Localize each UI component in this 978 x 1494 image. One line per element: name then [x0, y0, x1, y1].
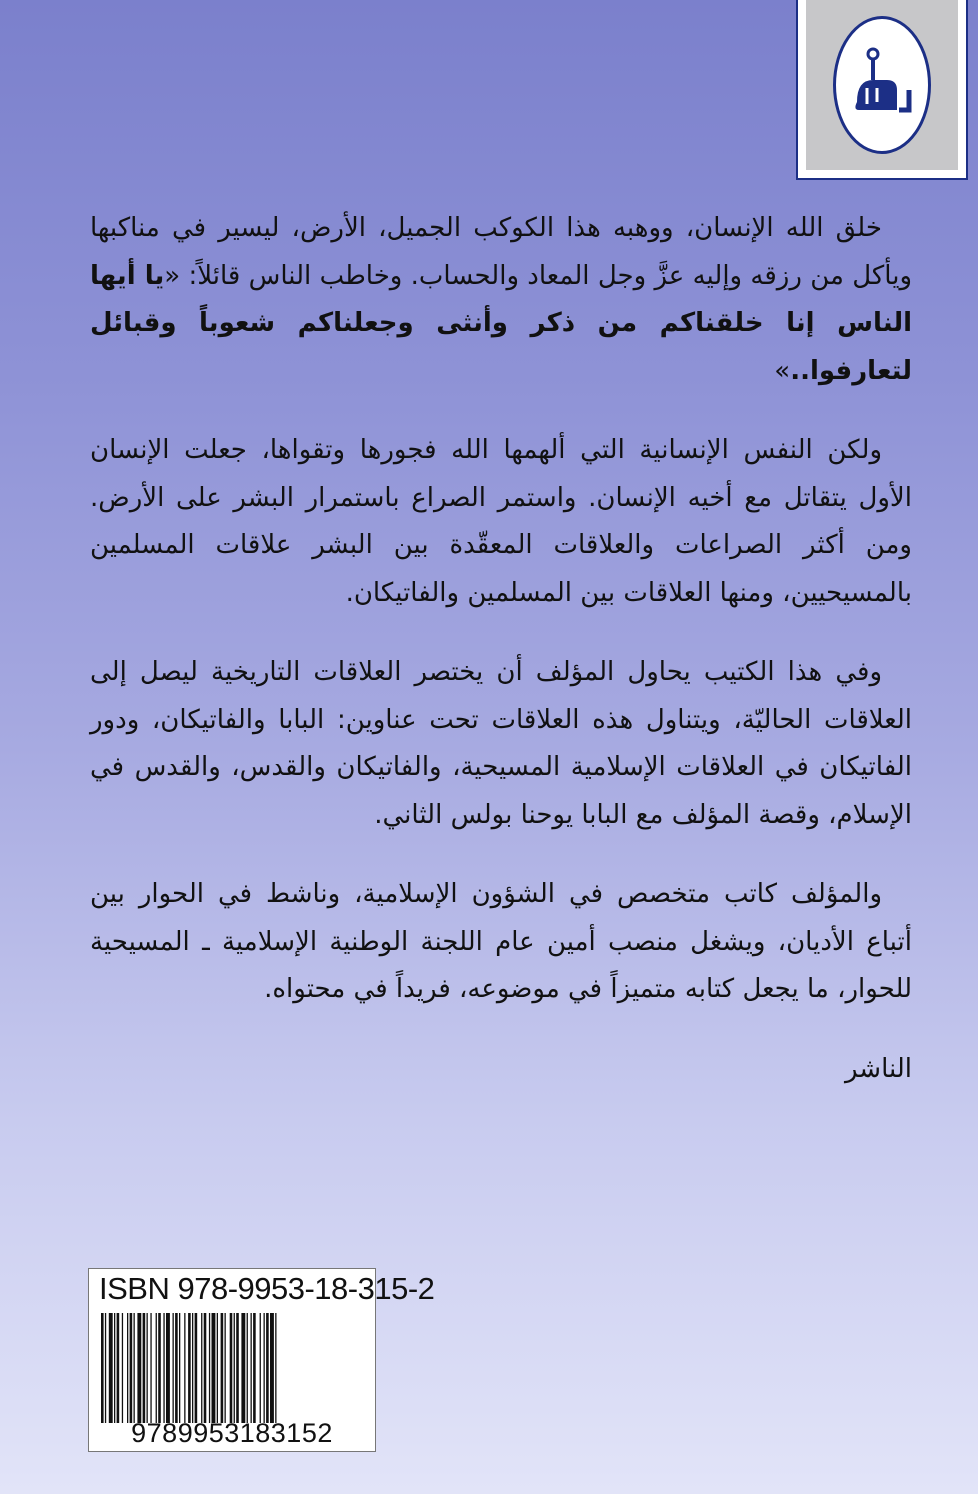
barcode-bar — [225, 1313, 226, 1423]
barcode-bar — [201, 1313, 202, 1423]
publisher-logo — [796, 0, 968, 180]
barcode-bars — [101, 1313, 363, 1423]
barcode-bar — [270, 1313, 274, 1423]
barcode-bar — [166, 1313, 170, 1423]
paragraph-book-text: وفي هذا الكتيب يحاول المؤلف أن يختصر العلاقات التاريخية ليصل إلى العلاقات الحاليّة، ويتناول هذه العلاقات تحت عناوين: البابا والفاتيكان، ودور الفاتيكان في العلاقات الإسلامية المسيحية، والفاتيكان والقدس، والقدس في الإسلام، وقصة المؤلف مع البابا يوحنا بولس الثاني. — [90, 657, 912, 830]
barcode-bar — [266, 1313, 269, 1423]
logo-panel — [806, 0, 958, 170]
barcode-bar — [150, 1313, 151, 1423]
paragraph-intro-text: خلق الله الإنسان، ووهبه هذا الكوكب الجميل، الأرض، ليسير في مناكبها ويأكل من رزقه وإليه عزَّ وجل المعاد والحساب. وخاطب الناس قائلاً: « — [90, 213, 913, 291]
barcode-bar — [137, 1313, 141, 1423]
paragraph-author — [90, 871, 912, 1014]
paragraph-book — [90, 649, 912, 839]
barcode-bar — [175, 1313, 178, 1423]
barcode-bar — [134, 1313, 135, 1423]
isbn-label: ISBN 978-9953-18-315-2 — [99, 1271, 435, 1306]
barcode-bar — [158, 1313, 161, 1423]
barcode-bar — [221, 1313, 224, 1423]
barcode-bar — [130, 1313, 133, 1423]
quran-quote: يا أيها الناس إنا خلقناكم من ذكر وأنثى وجعلناكم شعوباً وقبائل لتعارفوا.. — [90, 260, 912, 386]
barcode-bar — [179, 1313, 180, 1423]
barcode-bar — [109, 1313, 113, 1423]
paragraph-conflict — [90, 427, 912, 617]
description-text — [90, 205, 912, 1093]
barcode-bar — [264, 1313, 265, 1423]
paragraph-conflict-text: ولكن النفس الإنسانية التي ألهمها الله فجورها وتقواها، جعلت الإنسان الأول يتقاتل مع أخيه الإنسان. واستمر الصراع باستمرار البشر على الأرض. ومن أكثر الصراعات والعلاقات المعقّدة بين البشر علاقات المسلمين بالمسيحيين، ومنها العلاقات بين المسلمين والفاتيكان. — [90, 435, 912, 608]
barcode-bar — [192, 1313, 193, 1423]
barcode-number: 9789953183152 — [131, 1418, 333, 1448]
quote-close: » — [774, 355, 791, 386]
paragraph-author-text: والمؤلف كاتب متخصص في الشؤون الإسلامية، وناشط في الحوار بين أتباع الأديان، ويشغل منصب أمين عام اللجنة الوطنية الإسلامية ـ المسيحية للحوار، ما يجعل كتابه متميزاً في موضوعه، فريداً في محتواه. — [90, 879, 912, 1004]
barcode-bar — [127, 1313, 128, 1423]
barcode-bar — [156, 1313, 157, 1423]
barcode-bar — [236, 1313, 239, 1423]
barcode-bar — [241, 1313, 245, 1423]
barcode-bar — [184, 1313, 185, 1423]
barcode-bar — [209, 1313, 210, 1423]
barcode-bar — [143, 1313, 146, 1423]
barcode-bar — [275, 1313, 276, 1423]
publisher-signature: الناشر — [844, 1053, 912, 1084]
barcode-bar — [253, 1313, 256, 1423]
barcode-bar — [122, 1313, 123, 1423]
paragraph-intro — [90, 205, 912, 395]
barcode-bar — [217, 1313, 218, 1423]
barcode-bar — [212, 1313, 216, 1423]
barcode-bar — [101, 1313, 104, 1423]
publisher-logo-icon — [847, 40, 917, 130]
barcode-bar — [163, 1313, 164, 1423]
barcode-bar — [204, 1313, 207, 1423]
barcode-bar — [260, 1313, 261, 1423]
isbn-barcode — [88, 1268, 435, 1452]
barcode-bar — [230, 1313, 233, 1423]
logo-oval — [833, 16, 931, 154]
barcode-bar — [195, 1313, 198, 1423]
barcode-bar — [105, 1313, 106, 1423]
barcode-bar — [117, 1313, 120, 1423]
barcode-bar — [251, 1313, 252, 1423]
barcode-bar — [247, 1313, 248, 1423]
barcode-bar — [114, 1313, 115, 1423]
barcode-bar — [234, 1313, 235, 1423]
barcode-bar — [188, 1313, 191, 1423]
barcode-bar — [147, 1313, 148, 1423]
barcode-bar — [173, 1313, 174, 1423]
